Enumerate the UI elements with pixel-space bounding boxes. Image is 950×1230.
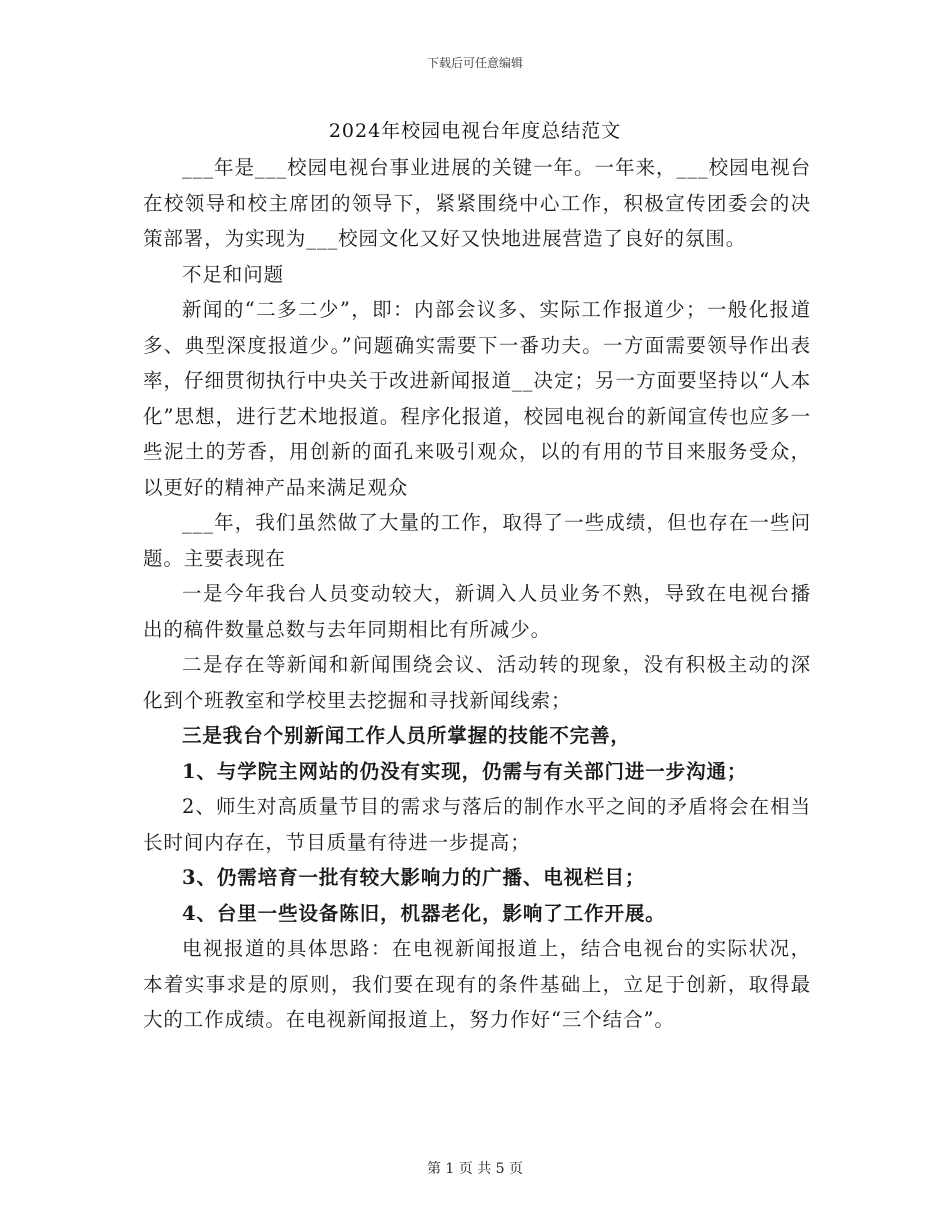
paragraph-problem-3: 三是我台个别新闻工作人员所掌握的技能不完善，: [182, 724, 631, 747]
document-title: 2024年校园电视台年度总结范文: [328, 120, 622, 142]
list-item-4: 4、台里一些设备陈旧，机器老化，影响了工作开展。: [182, 901, 666, 925]
paragraph-reporting-approach: 电视报道的具体思路：在电视新闻报道上，结合电视台的实际状况，本着实事求是的原则，我们要在现有的条件基础上，立足于创新，取得最大的工作成绩。在电视新闻报道上，努力作好“三个结合”。: [143, 937, 811, 1031]
list-item-1: 1、与学院主网站的仍没有实现，仍需与有关部门进一步沟通；: [182, 759, 748, 783]
paragraph-problem-2: 二是存在等新闻和新闻围绕会议、活动转的现象，没有积极主动的深化到个班教室和学校里去挖掘和寻找新闻线索；: [143, 653, 811, 712]
paragraph-intro: ___年是___校园电视台事业进展的关键一年。一年来，___校园电视台在校领导和校主席团的领导下，紧紧围绕中心工作，积极宣传团委会的决策部署，为实现为___校园文化又好又快地进展营造了良好的氛围。: [143, 156, 811, 250]
paragraph-problem-1: 一是今年我台人员变动较大，新调入人员业务不熟，导致在电视台播出的稿件数量总数与去年同期相比有所减少。: [143, 582, 811, 641]
page-number: 第 1 页 共 5 页: [426, 1161, 524, 1177]
document-body: [143, 150, 811, 1038]
list-item-3: 3、仍需培育一批有较大影响力的广播、电视栏目；: [182, 866, 646, 889]
page-header-note: 下载后可任意编辑: [426, 56, 523, 70]
paragraph-section-heading: 不足和问题: [182, 262, 285, 286]
paragraph-problems-intro: ___年，我们虽然做了大量的工作，取得了一些成绩，但也存在一些问题。主要表现在: [143, 511, 811, 570]
list-item-2: 2、师生对高质量节目的需求与落后的制作水平之间的矛盾将会在相当长时间内存在，节目质量有待进一步提高；: [143, 795, 811, 854]
paragraph-news-issues: 新闻的“二多二少”，即：内部会议多、实际工作报道少；一般化报道多、典型深度报道少。”问题确实需要下一番功夫。一方面需要领导作出表率，仔细贯彻执行中央关于改进新闻报道__决定；另一方面要坚持以“人本化”思想，进行艺术地报道。程序化报道，校园电视台的新闻宣传也应多一些泥土的芳香，用创新的面孔来吸引观众，以的有用的节目来服务受众，以更好的精神产品来满足观众: [143, 298, 811, 499]
